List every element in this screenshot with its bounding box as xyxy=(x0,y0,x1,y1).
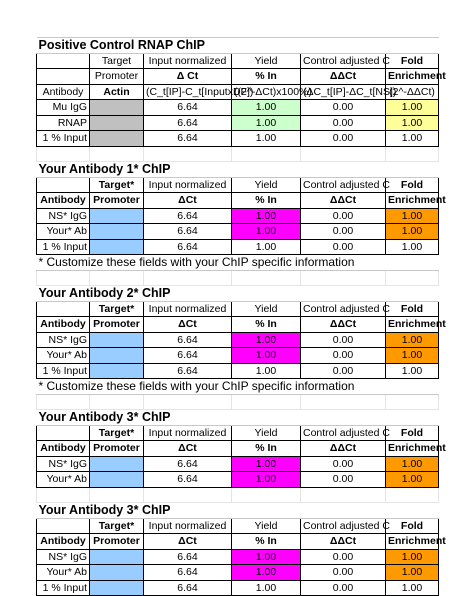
header-cell[interactable] xyxy=(37,301,90,317)
header-yield[interactable]: % In xyxy=(232,317,301,333)
note-row xyxy=(37,255,439,271)
fold-cell[interactable]: 1.00 xyxy=(386,332,439,348)
target-cell[interactable] xyxy=(90,131,144,147)
header-yield[interactable]: Yield xyxy=(232,518,301,534)
header-row xyxy=(37,53,439,69)
table-row xyxy=(37,348,439,364)
header-input[interactable]: Input normalized xyxy=(144,177,232,193)
table-row xyxy=(37,472,439,488)
yield-cell[interactable]: 1.00 xyxy=(232,332,301,348)
delta-ct-cell[interactable]: 6.64 xyxy=(144,131,232,147)
header-fold[interactable]: Enrichment xyxy=(386,441,439,457)
fold-cell[interactable]: 1.00 xyxy=(386,580,439,596)
yield-cell[interactable]: 1.00 xyxy=(232,131,301,147)
fold-cell[interactable]: 1.00 xyxy=(386,100,439,116)
row-label[interactable]: 1 % Input xyxy=(37,363,90,379)
header-row xyxy=(37,301,439,317)
yield-cell[interactable]: 1.00 xyxy=(232,565,301,581)
target-cell[interactable] xyxy=(90,208,144,224)
ddct-cell[interactable]: 0.00 xyxy=(301,456,386,472)
row-label[interactable]: NS* IgG xyxy=(37,332,90,348)
target-cell[interactable] xyxy=(90,363,144,379)
section-title[interactable]: Positive Control RNAP ChIP xyxy=(37,38,439,54)
delta-ct-cell[interactable]: 6.64 xyxy=(144,224,232,240)
fold-cell[interactable]: 1.00 xyxy=(386,456,439,472)
header-control[interactable]: Control adjusted C xyxy=(301,177,386,193)
note-row xyxy=(37,379,439,395)
header-yield[interactable]: % In xyxy=(232,534,301,550)
target-cell[interactable] xyxy=(90,115,144,131)
blank-row xyxy=(37,487,439,503)
header-yield[interactable]: % In xyxy=(232,441,301,457)
table-row xyxy=(37,363,439,379)
header-cell[interactable] xyxy=(37,177,90,193)
delta-ct-cell[interactable]: 6.64 xyxy=(144,332,232,348)
header-antibody[interactable]: Antibody xyxy=(37,84,90,100)
row-label[interactable]: Your* Ab xyxy=(37,472,90,488)
ddct-cell[interactable]: 0.00 xyxy=(301,239,386,255)
row-label[interactable]: Your* Ab xyxy=(37,565,90,581)
header-input[interactable]: Δ Ct xyxy=(144,69,232,85)
ddct-cell[interactable]: 0.00 xyxy=(301,224,386,240)
header-target[interactable]: Target* xyxy=(90,518,144,534)
ddct-cell[interactable]: 0.00 xyxy=(301,100,386,116)
target-cell[interactable] xyxy=(90,549,144,565)
yield-cell[interactable]: 1.00 xyxy=(232,472,301,488)
customize-note[interactable]: * Customize these fields with your ChIP specific information xyxy=(37,379,439,395)
delta-ct-cell[interactable]: 6.64 xyxy=(144,363,232,379)
header-fold[interactable]: Enrichment xyxy=(386,69,439,85)
header-yield[interactable]: ((2^-ΔCt)x100%) xyxy=(232,84,301,100)
header-target[interactable]: Target* xyxy=(90,177,144,193)
yield-cell[interactable]: 1.00 xyxy=(232,208,301,224)
blank-row xyxy=(37,270,439,286)
header-yield[interactable]: Yield xyxy=(232,177,301,193)
section-title-row xyxy=(37,38,439,54)
table-row xyxy=(37,131,439,147)
header-cell[interactable] xyxy=(37,69,90,85)
ddct-cell[interactable]: 0.00 xyxy=(301,208,386,224)
delta-ct-cell[interactable]: 6.64 xyxy=(144,472,232,488)
target-cell[interactable] xyxy=(90,100,144,116)
header-cell[interactable] xyxy=(37,53,90,69)
header-input[interactable]: Input normalized xyxy=(144,518,232,534)
row-label[interactable]: NS* IgG xyxy=(37,456,90,472)
delta-ct-cell[interactable]: 6.64 xyxy=(144,100,232,116)
header-target[interactable]: Target* xyxy=(90,301,144,317)
header-row xyxy=(37,193,439,209)
row-label[interactable]: Your* Ab xyxy=(37,224,90,240)
chip-worksheet-table xyxy=(36,37,446,596)
delta-ct-cell[interactable]: 6.64 xyxy=(144,208,232,224)
header-input[interactable]: (C_t[IP]-C_t[InputxDF]) xyxy=(144,84,232,100)
header-fold[interactable]: Enrichment xyxy=(386,193,439,209)
header-fold[interactable]: Fold xyxy=(386,177,439,193)
section-title-row xyxy=(37,503,439,519)
header-target[interactable]: Promoter xyxy=(90,441,144,457)
header-input[interactable]: Input normalized xyxy=(144,425,232,441)
header-control[interactable]: ΔΔCt xyxy=(301,441,386,457)
table-row xyxy=(37,549,439,565)
delta-ct-cell[interactable]: 6.64 xyxy=(144,239,232,255)
target-cell[interactable] xyxy=(90,565,144,581)
ddct-cell[interactable]: 0.00 xyxy=(301,332,386,348)
table-row xyxy=(37,456,439,472)
header-fold[interactable]: Fold xyxy=(386,518,439,534)
header-antibody[interactable]: Antibody xyxy=(37,534,90,550)
yield-cell[interactable]: 1.00 xyxy=(232,456,301,472)
header-row xyxy=(37,518,439,534)
target-cell[interactable] xyxy=(90,580,144,596)
header-cell[interactable] xyxy=(37,518,90,534)
delta-ct-cell[interactable]: 6.64 xyxy=(144,115,232,131)
section-title[interactable]: Your Antibody 3* ChIP xyxy=(37,410,439,426)
yield-cell[interactable]: 1.00 xyxy=(232,239,301,255)
header-fold[interactable]: Enrichment xyxy=(386,317,439,333)
header-input[interactable]: ΔCt xyxy=(144,441,232,457)
header-yield[interactable]: % In xyxy=(232,193,301,209)
header-fold[interactable]: Fold xyxy=(386,53,439,69)
header-fold[interactable]: Fold xyxy=(386,425,439,441)
ddct-cell[interactable]: 0.00 xyxy=(301,348,386,364)
header-fold[interactable]: Enrichment xyxy=(386,534,439,550)
header-antibody[interactable]: Antibody xyxy=(37,317,90,333)
header-control[interactable]: ΔΔCt xyxy=(301,317,386,333)
yield-cell[interactable]: 1.00 xyxy=(232,100,301,116)
table-row xyxy=(37,115,439,131)
header-fold[interactable]: Fold xyxy=(386,301,439,317)
header-row xyxy=(37,534,439,550)
header-fold[interactable]: (2^-ΔΔCt) xyxy=(386,84,439,100)
target-cell[interactable] xyxy=(90,224,144,240)
target-cell[interactable] xyxy=(90,239,144,255)
ddct-cell[interactable]: 0.00 xyxy=(301,115,386,131)
row-label[interactable]: RNAP xyxy=(37,115,90,131)
ddct-cell[interactable]: 0.00 xyxy=(301,131,386,147)
header-input[interactable]: ΔCt xyxy=(144,193,232,209)
fold-cell[interactable]: 1.00 xyxy=(386,565,439,581)
fold-cell[interactable]: 1.00 xyxy=(386,224,439,240)
fold-cell[interactable]: 1.00 xyxy=(386,549,439,565)
yield-cell[interactable]: 1.00 xyxy=(232,363,301,379)
fold-cell[interactable]: 1.00 xyxy=(386,472,439,488)
section-title[interactable]: Your Antibody 2* ChIP xyxy=(37,286,439,302)
header-control[interactable]: ΔΔCt xyxy=(301,193,386,209)
row-label[interactable]: 1 % Input xyxy=(37,239,90,255)
blank-row xyxy=(37,394,439,410)
header-control[interactable]: Control adjusted C xyxy=(301,301,386,317)
row-label[interactable]: Mu IgG xyxy=(37,100,90,116)
ddct-cell[interactable]: 0.00 xyxy=(301,549,386,565)
fold-cell[interactable]: 1.00 xyxy=(386,208,439,224)
header-row xyxy=(37,69,439,85)
table-row xyxy=(37,239,439,255)
target-cell[interactable] xyxy=(90,456,144,472)
ddct-cell[interactable]: 0.00 xyxy=(301,472,386,488)
yield-cell[interactable]: 1.00 xyxy=(232,580,301,596)
header-control[interactable]: Control adjusted C xyxy=(301,425,386,441)
delta-ct-cell[interactable]: 6.64 xyxy=(144,565,232,581)
header-input[interactable]: ΔCt xyxy=(144,317,232,333)
ddct-cell[interactable]: 0.00 xyxy=(301,580,386,596)
header-control[interactable]: Control adjusted C xyxy=(301,53,386,69)
delta-ct-cell[interactable]: 6.64 xyxy=(144,348,232,364)
header-yield[interactable]: Yield xyxy=(232,53,301,69)
fold-cell[interactable]: 1.00 xyxy=(386,131,439,147)
ddct-cell[interactable]: 0.00 xyxy=(301,565,386,581)
row-label[interactable]: Your* Ab xyxy=(37,348,90,364)
section-title[interactable]: Your Antibody 1* ChIP xyxy=(37,162,439,178)
header-input[interactable]: ΔCt xyxy=(144,534,232,550)
section-title-row xyxy=(37,286,439,302)
blank-row xyxy=(37,146,439,162)
section-title-row xyxy=(37,410,439,426)
header-control[interactable]: ΔΔCt xyxy=(301,69,386,85)
yield-cell[interactable]: 1.00 xyxy=(232,348,301,364)
header-row xyxy=(37,84,439,100)
header-row xyxy=(37,441,439,457)
fold-cell[interactable]: 1.00 xyxy=(386,115,439,131)
spreadsheet xyxy=(36,37,446,596)
section-title-row xyxy=(37,162,439,178)
header-control[interactable]: Control adjusted C xyxy=(301,518,386,534)
header-row xyxy=(37,177,439,193)
header-row xyxy=(37,425,439,441)
row-label[interactable]: 1 % Input xyxy=(37,131,90,147)
header-input[interactable]: Input normalized xyxy=(144,301,232,317)
fold-cell[interactable]: 1.00 xyxy=(386,239,439,255)
row-label[interactable]: NS* IgG xyxy=(37,549,90,565)
delta-ct-cell[interactable]: 6.64 xyxy=(144,456,232,472)
section-title[interactable]: Your Antibody 3* ChIP xyxy=(37,503,439,519)
yield-cell[interactable]: 1.00 xyxy=(232,115,301,131)
header-input[interactable]: Input normalized xyxy=(144,53,232,69)
target-cell[interactable] xyxy=(90,472,144,488)
table-row xyxy=(37,208,439,224)
table-row xyxy=(37,332,439,348)
target-cell[interactable] xyxy=(90,332,144,348)
header-yield[interactable]: Yield xyxy=(232,425,301,441)
header-target[interactable]: Promoter xyxy=(90,69,144,85)
table-row xyxy=(37,580,439,596)
header-target[interactable]: Promoter xyxy=(90,317,144,333)
delta-ct-cell[interactable]: 6.64 xyxy=(144,580,232,596)
header-row xyxy=(37,317,439,333)
row-label[interactable]: NS* IgG xyxy=(37,208,90,224)
target-cell[interactable] xyxy=(90,348,144,364)
header-target[interactable]: Promoter xyxy=(90,193,144,209)
yield-cell[interactable]: 1.00 xyxy=(232,224,301,240)
header-target[interactable]: Target* xyxy=(90,425,144,441)
header-antibody[interactable]: Antibody xyxy=(37,193,90,209)
header-cell[interactable] xyxy=(37,425,90,441)
header-control[interactable]: (ΔC_t[IP]-ΔC_t[NS]) xyxy=(301,84,386,100)
header-target[interactable]: Promoter xyxy=(90,534,144,550)
table-row xyxy=(37,100,439,116)
customize-note[interactable]: * Customize these fields with your ChIP specific information xyxy=(37,255,439,271)
header-target[interactable]: Target xyxy=(90,53,144,69)
fold-cell[interactable]: 1.00 xyxy=(386,363,439,379)
header-yield[interactable]: Yield xyxy=(232,301,301,317)
header-yield[interactable]: % In xyxy=(232,69,301,85)
row-label[interactable]: 1 % Input xyxy=(37,580,90,596)
table-row xyxy=(37,565,439,581)
ddct-cell[interactable]: 0.00 xyxy=(301,363,386,379)
yield-cell[interactable]: 1.00 xyxy=(232,549,301,565)
table-row xyxy=(37,224,439,240)
delta-ct-cell[interactable]: 6.64 xyxy=(144,549,232,565)
header-antibody[interactable]: Antibody xyxy=(37,441,90,457)
header-control[interactable]: ΔΔCt xyxy=(301,534,386,550)
fold-cell[interactable]: 1.00 xyxy=(386,348,439,364)
header-target[interactable]: Actin xyxy=(90,84,144,100)
